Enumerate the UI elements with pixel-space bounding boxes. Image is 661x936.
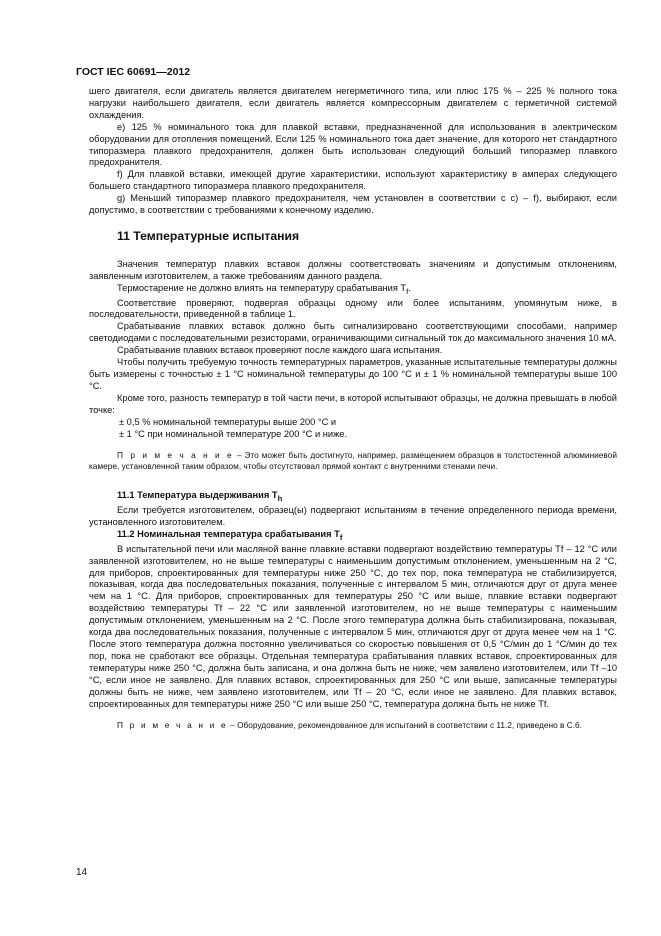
- section-11-1-text: Если требуется изготовителем, образец(ы) подвергают испытаниям в течение определенного периода времени, установленного изготовителем.: [89, 505, 617, 528]
- section-11-1-title: 11.1 Температура выдерживания $T_h$: [117, 490, 283, 504]
- section-11-paragraph: Срабатывание плавких вставок должно быть сигнализировано соответствующими способами, например светодиодами с последовательными резисторами, ограничивающими сигнальный ток до максимального значения 10 мА.: [89, 321, 617, 344]
- section-11-paragraph: Термостарение не должно влиять на температуру срабатывания $T_f$.: [117, 282, 411, 296]
- section-11-2-text: В испытательной печи или масляной ванне плавкие вставки подвергают воздействию температуры Tf – 12 °С или заявленной изготовителем, но не выше температуры с наименьшим допустимым отклонением, уменьшенным на 2 °С, для приборов, спроектированных для температуры ниже 250 °С, до тех пор, пока температура не стабилизируется, показывая, когда два последовательных показания, полученные с интервалом 5 мин, отличаются друг от друга менее чем на 1 °С. Для приборов, спроектированных для температуры 250 °С или выше, плавкие вставки подвергают воздействию температуры Tf – 22 °С или заявленной изготовителем, но не выше температуры с наименьшим допустимым отклонением, уменьшенным на 2 °С. После этого температура должна быть стабилизирована, показывая, когда два последовательных показания, полученные с интервалом 5 мин, отличаются друг от друга менее чем на 1 °С. После этого температура должна постоянно увеличиваться со скоростью повышения от 0,5 °С/мин до 1 °С/мин до тех пор, пока не сработают все образцы. Отдельная температура срабатывания плавких вставок, спроектированных для температуры ниже 250 °С, должна быть записана, и она должна быть не ниже, чем заявлено изготовителем, или Tf –10 °С, если иное не заявлено. Для плавких вставок, спроектированных для 250 °С или выше, записанные температуры должны быть не ниже, чем заявлено изготовителем, или Tf – 20 °С, если иное не заявлено. Для плавких вставок, спроектированных для температуры ниже 250 °С или выше 250 °С, температура должна быть не ниже Tf.: [89, 543, 617, 709]
- list-item-e: е) 125 % номинального тока для плавкой вставки, предназначенной для использования в электрическом оборудовании для отопления помещений. Если 125 % номинального тока дает значение, для которого нет стандартного типоразмера плавкого предохранителя, должен быть использован следующий больший типоразмер плавкого предохранителя.: [89, 121, 617, 168]
- page-content: [89, 86, 617, 741]
- note-label: П р и м е ч а н и е: [117, 720, 228, 731]
- note-label: П р и м е ч а н и е: [117, 450, 234, 461]
- tolerance-item: ± 0,5 % номинальной температуры выше 200 °С и: [119, 416, 337, 427]
- section-11-paragraph: Чтобы получить требуемую точность температурных параметров, указанные испытательные температуры должны быть измерены с точностью ± 1 °С номинальной температуры до 100 °С и ± 1 % номинальной температуры выше 100 °С.: [89, 357, 617, 391]
- paragraph-continuation: шего двигателя, если двигатель является двигателем негерметичного типа, или плюс 175 % – 225 % полного тока нагрузки наибольшего двигателя, если двигатель является компрессорным двигателем с герметичной системой охлаждения.: [89, 86, 617, 120]
- section-11-paragraph: Кроме того, разность температур в той части печи, в которой испытывают образцы, не должна превышать в любой точке:: [89, 392, 617, 415]
- note-2: [89, 720, 617, 731]
- tolerance-item: ± 1 °С при номинальной температуре 200 °С и ниже.: [119, 428, 348, 439]
- standard-header: ГОСТ IEC 60691—2012: [76, 66, 191, 78]
- section-11-paragraph: Значения температур плавких вставок должны соответствовать значениям и допустимым отклонениям, заявленным изготовителем, а также требованиям данного раздела.: [89, 258, 617, 281]
- section-11-2-title: 11.2 Номинальная температура срабатывания $T_f$: [117, 529, 343, 542]
- page-number: 14: [76, 867, 88, 878]
- note-text: – Это может быть достигнуто, например, размещением образцов в толстостенной алюминиевой камере, установленной таким образом, чтобы отсутствовал прямой контакт с внутренними стенами печи.: [89, 450, 617, 472]
- section-11-title: 11 Температурные испытания: [117, 228, 300, 243]
- list-item-f: f) Для плавкой вставки, имеющей другие характеристики, используют характеристику в амперах следующего большего стандартного типоразмера плавкого предохранителя.: [89, 169, 617, 192]
- list-item-g: g) Меньший типоразмер плавкого предохранителя, чем установлен в соответствии с с) – f), выбирают, если допустимо, в соответствии с требованиями к конечному изделию.: [89, 193, 617, 216]
- section-11-paragraph: Срабатывание плавких вставок проверяют после каждого шага испытания.: [117, 345, 443, 356]
- section-11-paragraph: Соответствие проверяют, подвергая образцы одному или более испытаниям, упомянутым ниже, в последовательности, приведенной в таблице 1.: [89, 297, 617, 320]
- note-1: [89, 450, 617, 472]
- note-text: – Оборудование, рекомендованное для испытаний в соответствии с 11.2, приведено в С.6.: [227, 720, 582, 731]
